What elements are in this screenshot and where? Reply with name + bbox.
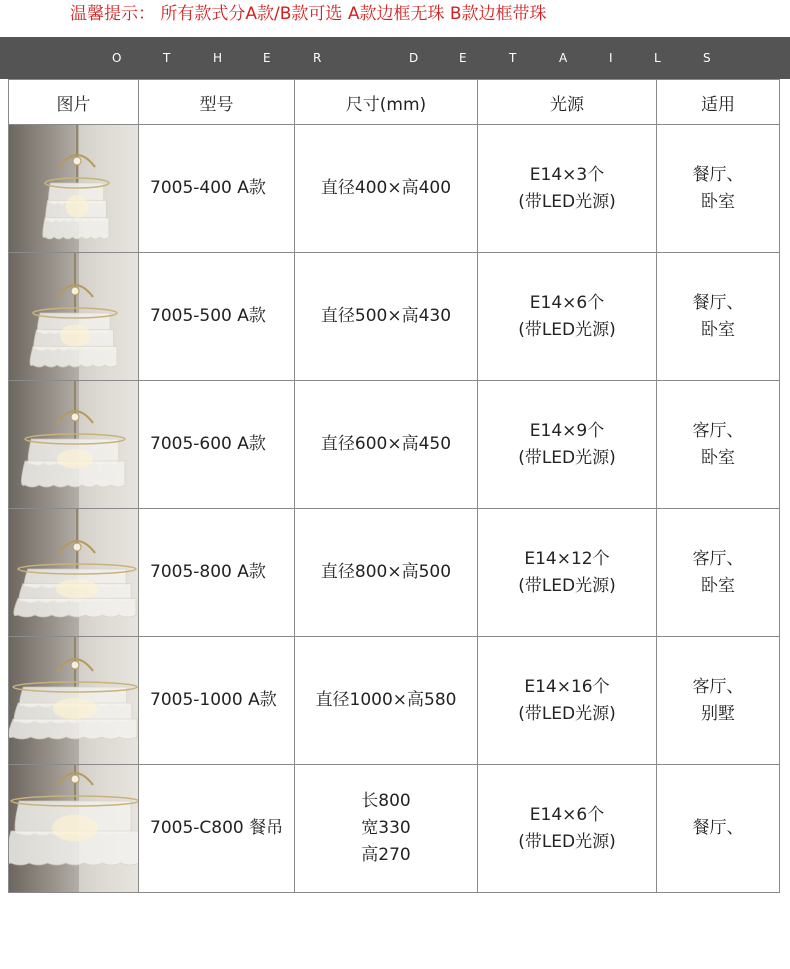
table-header-row — [9, 80, 780, 125]
header-model: 型号 — [139, 80, 295, 125]
size-cell — [295, 253, 478, 381]
table-row — [9, 509, 780, 637]
banner-letter: T — [509, 51, 517, 65]
chandelier-illustration — [9, 381, 139, 508]
chandelier-photo — [9, 381, 139, 508]
light-text: E14×3个 (带LED光源) — [518, 164, 616, 212]
light-cell — [478, 253, 657, 381]
size-cell — [295, 509, 478, 637]
chandelier-photo-cell — [9, 509, 139, 637]
banner-letter: R — [313, 51, 322, 65]
usage-cell — [657, 509, 780, 637]
banner-letter: E — [263, 51, 271, 65]
chandelier-photo — [9, 637, 139, 764]
usage-cell — [657, 381, 780, 509]
banner-letter: I — [609, 51, 613, 65]
light-cell — [478, 637, 657, 765]
other-details-banner — [0, 37, 790, 79]
model-text: 7005-600 A款 — [150, 434, 266, 454]
table-row — [9, 765, 780, 893]
usage-cell — [657, 637, 780, 765]
model-cell — [139, 637, 295, 765]
size-text: 直径800×高500 — [320, 562, 452, 582]
banner-letter: T — [163, 51, 171, 65]
header-size: 尺寸(mm) — [295, 80, 478, 125]
usage-cell — [657, 253, 780, 381]
usage-text: 客厅、 卧室 — [692, 420, 744, 468]
notice-text: 温馨提示： 所有款式分A款/B款可选 A款边框无珠 B款边框带珠 — [70, 4, 547, 24]
chandelier-illustration — [9, 253, 139, 380]
banner-letter: D — [409, 51, 419, 65]
usage-text: 餐厅、 — [692, 818, 744, 838]
chandelier-photo-cell — [9, 381, 139, 509]
banner-letter: A — [559, 51, 568, 65]
size-text: 长800 宽330 高270 — [361, 791, 411, 865]
chandelier-photo-cell — [9, 253, 139, 381]
size-cell — [295, 381, 478, 509]
size-text: 直径600×高450 — [320, 434, 452, 454]
model-text: 7005-C800 餐吊 — [150, 818, 284, 838]
table-row — [9, 381, 780, 509]
banner-letter: H — [213, 51, 223, 65]
light-cell — [478, 381, 657, 509]
usage-text: 餐厅、 卧室 — [692, 164, 744, 212]
light-cell — [478, 125, 657, 253]
light-text: E14×16个 (带LED光源) — [518, 676, 616, 724]
size-text: 直径400×高400 — [320, 178, 452, 198]
chandelier-illustration — [9, 765, 139, 892]
banner-letter: L — [654, 51, 661, 65]
banner-letter: S — [703, 51, 711, 65]
model-cell — [139, 509, 295, 637]
model-text: 7005-500 A款 — [150, 306, 266, 326]
chandelier-photo-cell — [9, 125, 139, 253]
size-cell — [295, 637, 478, 765]
header-light: 光源 — [478, 80, 657, 125]
chandelier-photo — [9, 125, 139, 252]
model-cell — [139, 381, 295, 509]
model-cell — [139, 253, 295, 381]
chandelier-illustration — [9, 637, 139, 764]
usage-text: 餐厅、 卧室 — [692, 292, 744, 340]
chandelier-photo — [9, 509, 139, 636]
chandelier-illustration — [9, 509, 139, 636]
light-cell — [478, 765, 657, 893]
spec-table — [8, 79, 780, 893]
chandelier-photo-cell — [9, 637, 139, 765]
model-cell — [139, 125, 295, 253]
header-image: 图片 — [9, 80, 139, 125]
usage-text: 客厅、 别墅 — [692, 676, 744, 724]
size-text: 直径1000×高580 — [315, 690, 457, 710]
chandelier-photo — [9, 765, 139, 892]
banner-letter: O — [112, 51, 122, 65]
chandelier-photo-cell — [9, 765, 139, 893]
model-cell — [139, 765, 295, 893]
usage-cell — [657, 125, 780, 253]
header-usage: 适用 — [657, 80, 780, 125]
size-cell — [295, 765, 478, 893]
table-row — [9, 637, 780, 765]
chandelier-photo — [9, 253, 139, 380]
model-text: 7005-400 A款 — [150, 178, 266, 198]
model-text: 7005-800 A款 — [150, 562, 266, 582]
table-row — [9, 125, 780, 253]
light-text: E14×12个 (带LED光源) — [518, 548, 616, 596]
size-cell — [295, 125, 478, 253]
usage-cell — [657, 765, 780, 893]
banner-letter: E — [459, 51, 467, 65]
chandelier-illustration — [9, 125, 139, 252]
usage-text: 客厅、 卧室 — [692, 548, 744, 596]
model-text: 7005-1000 A款 — [150, 690, 277, 710]
light-cell — [478, 509, 657, 637]
table-row — [9, 253, 780, 381]
light-text: E14×9个 (带LED光源) — [518, 420, 616, 468]
light-text: E14×6个 (带LED光源) — [518, 804, 616, 852]
light-text: E14×6个 (带LED光源) — [518, 292, 616, 340]
size-text: 直径500×高430 — [320, 306, 452, 326]
